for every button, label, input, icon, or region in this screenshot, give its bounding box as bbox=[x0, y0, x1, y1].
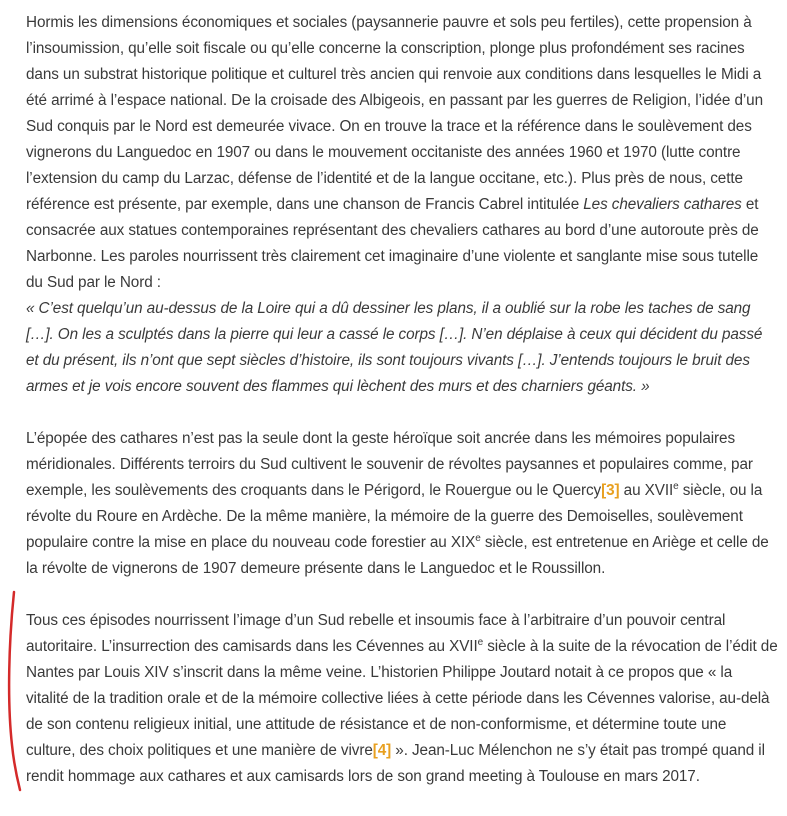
paragraph-text: ». Jean-Luc Mélenchon ne s’y était pas trompé quand il rendit hommage aux cathares et aux camisards lors de son grand meeting à Toulouse en mars 2017. bbox=[26, 742, 765, 785]
paragraph-text: siècle à la suite de la révocation de l’édit de Nantes par Louis XIV s’inscrit dans la même veine. L’historien Philippe Joutard notait à ce propos que « la vitalité de la tradition orale et de la mémoire collective liées à cette période dans les Cévennes valorise, au-delà de son contenu religieux initial, une attitude de résistance et de non-conformisme, et détermine toute une culture, des choix politiques et une manière de vivre bbox=[26, 638, 778, 759]
superscript: e bbox=[477, 636, 484, 648]
superscript: e bbox=[673, 480, 679, 492]
article-body bbox=[26, 10, 778, 816]
paragraph-text: siècle, ou la révolte du Roure en Ardèche. De la même manière, la mémoire de la guerre des Demoiselles, soulèvement populaire contre la mise en place du nouveau code forestier au XIX bbox=[26, 482, 763, 551]
paragraph-text: au XVII bbox=[619, 482, 674, 499]
song-lyrics-quote: « C’est quelqu’un au-dessus de la Loire qui a dû dessiner les plans, il a oublié sur la robe les taches de sang […]. On les a sculptés dans la pierre qui leur a cassé le corps […]. N’en déplaise à ceux qui décident du passé et du présent, ils n’ont que sept siècles d’histoire, ils sont toujours vivants […]. J’entends toujours le bruit des armes et je vois encore souvent des flammes qui lèchent des murs et des charniers géants. » bbox=[26, 300, 763, 395]
paragraph-text: Hormis les dimensions économiques et sociales (paysannerie pauvre et sols peu fertiles), cette propension à l’insoumission, qu’elle soit fiscale ou qu’elle concerne la conscription, plonge plus profondément ses racines dans un substrat historique politique et culturel très ancien qui renvoie aux conditions dans lesquelles le Midi a été arrimé à l’espace national. De la croisade des Albigeois, en passant par les guerres de Religion, l’idée d’un Sud conquis par le Nord est demeurée vivace. On en trouve la trace et la référence dans le soulèvement des vignerons du Languedoc en 1907 ou dans le mouvement occitaniste des années 1960 et 1970 (lutte contre l’extension du camp du Larzac, défense de l’identité et de la langue occitane, etc.). Plus près de nous, cette référence est présente, par exemple, dans une chanson de Francis Cabrel intitulée bbox=[26, 14, 763, 213]
paragraph-camisards bbox=[26, 608, 778, 790]
paragraph-cathares-intro bbox=[26, 10, 778, 296]
paragraph-text: siècle, est entretenue en Ariège et celle de la révolte de vignerons de 1907 demeure présente dans le Languedoc et le Roussillon. bbox=[26, 534, 769, 577]
paragraph-revoltes bbox=[26, 426, 778, 582]
footnote-link-3[interactable]: [3] bbox=[601, 482, 620, 499]
footnote-link-4[interactable]: [4] bbox=[372, 742, 392, 759]
paragraph-text-continued: et consacrée aux statues contemporaines représentant des chevaliers cathares au bord d’une autoroute près de Narbonne. Les paroles nourrissent très clairement cet imaginaire d’une violente et sanglante mise sous tutelle du Sud par le Nord : bbox=[26, 196, 759, 291]
song-title: Les chevaliers cathares bbox=[583, 196, 742, 213]
paragraph-text: L’épopée des cathares n’est pas la seule dont la geste héroïque soit ancrée dans les mémoires populaires méridionales. Différents terroirs du Sud cultivent le souvenir de révoltes paysannes et populaires comme, par exemple, les soulèvements des croquants dans le Périgord, le Rouergue ou le Quercy bbox=[26, 430, 753, 499]
superscript: e bbox=[475, 532, 481, 544]
paragraph-text: Tous ces épisodes nourrissent l’image d’un Sud rebelle et insoumis face à l’arbitraire d’un pouvoir central autoritaire. L’insurrection des camisards dans les Cévennes au XVII bbox=[26, 612, 726, 655]
